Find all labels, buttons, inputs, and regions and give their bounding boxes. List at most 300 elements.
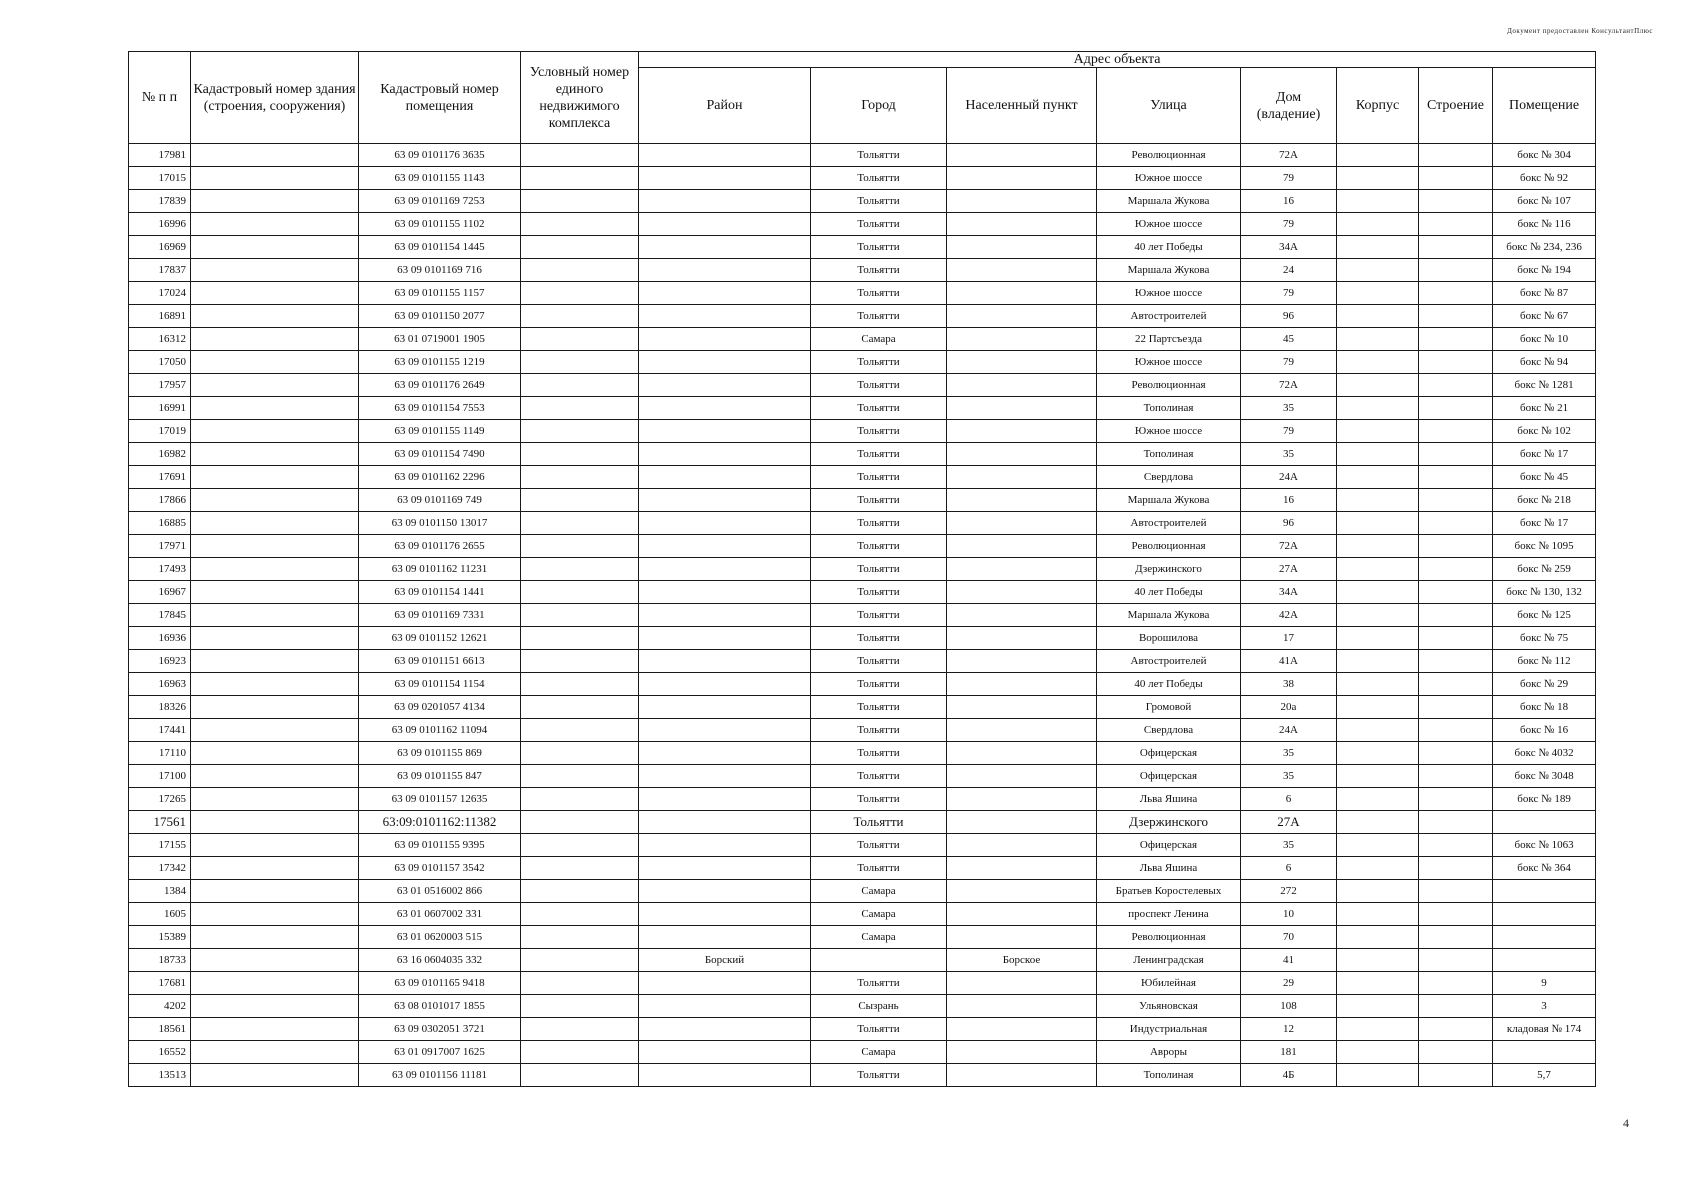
cell-house: 79	[1241, 213, 1337, 236]
cell-num: 17015	[129, 167, 191, 190]
cell-settlement	[947, 742, 1097, 765]
cell-stroenie	[1419, 236, 1493, 259]
cell-district	[639, 995, 811, 1018]
cell-building-cadastral	[191, 719, 359, 742]
cell-complex-number	[521, 397, 639, 420]
cell-num: 16923	[129, 650, 191, 673]
table-row	[129, 880, 1596, 903]
cell-building-cadastral	[191, 1018, 359, 1041]
cell-house: 72А	[1241, 374, 1337, 397]
cell-room-cadastral: 63 09 0101156 11181	[359, 1064, 521, 1087]
cell-num: 16991	[129, 397, 191, 420]
table-row	[129, 834, 1596, 857]
cell-complex-number	[521, 236, 639, 259]
table-row	[129, 995, 1596, 1018]
cell-settlement	[947, 144, 1097, 167]
cell-complex-number	[521, 788, 639, 811]
cell-street: Южное шоссе	[1097, 351, 1241, 374]
cell-settlement	[947, 328, 1097, 351]
cell-city: Тольятти	[811, 374, 947, 397]
cell-house: 12	[1241, 1018, 1337, 1041]
cell-house: 6	[1241, 857, 1337, 880]
cell-house: 17	[1241, 627, 1337, 650]
cell-korpus	[1337, 788, 1419, 811]
cell-stroenie	[1419, 328, 1493, 351]
cell-building-cadastral	[191, 880, 359, 903]
cell-street: Автостроителей	[1097, 650, 1241, 673]
cell-room-cadastral: 63 09 0101155 1143	[359, 167, 521, 190]
cell-room-cadastral: 63 08 0101017 1855	[359, 995, 521, 1018]
cell-district	[639, 788, 811, 811]
cell-num: 17019	[129, 420, 191, 443]
cell-building-cadastral	[191, 259, 359, 282]
cell-korpus	[1337, 144, 1419, 167]
table-row	[129, 972, 1596, 995]
table-row	[129, 811, 1596, 834]
cell-house: 35	[1241, 443, 1337, 466]
cell-room-cadastral: 63 09 0101155 1219	[359, 351, 521, 374]
cell-complex-number	[521, 673, 639, 696]
cell-korpus	[1337, 926, 1419, 949]
cell-city: Тольятти	[811, 190, 947, 213]
cell-complex-number	[521, 374, 639, 397]
cell-room-cadastral: 63 16 0604035 332	[359, 949, 521, 972]
cell-num: 17155	[129, 834, 191, 857]
cell-korpus	[1337, 719, 1419, 742]
cell-room: бокс № 304	[1493, 144, 1596, 167]
cell-settlement	[947, 696, 1097, 719]
cell-complex-number	[521, 305, 639, 328]
cell-room-cadastral: 63 09 0101157 12635	[359, 788, 521, 811]
cell-num: 4202	[129, 995, 191, 1018]
cell-korpus	[1337, 1064, 1419, 1087]
cell-korpus	[1337, 167, 1419, 190]
cell-street: Революционная	[1097, 144, 1241, 167]
cell-room-cadastral: 63 09 0101155 1102	[359, 213, 521, 236]
cell-stroenie	[1419, 581, 1493, 604]
cell-building-cadastral	[191, 305, 359, 328]
cell-korpus	[1337, 374, 1419, 397]
table-row	[129, 489, 1596, 512]
cell-room-cadastral: 63 09 0101176 2649	[359, 374, 521, 397]
cell-room-cadastral: 63 09 0101176 2655	[359, 535, 521, 558]
cell-room-cadastral: 63 09 0101169 7331	[359, 604, 521, 627]
header-room: Помещение	[1493, 68, 1596, 144]
cell-room-cadastral: 63 09 0101154 1154	[359, 673, 521, 696]
cell-korpus	[1337, 512, 1419, 535]
cell-room	[1493, 880, 1596, 903]
cell-district	[639, 305, 811, 328]
cell-settlement	[947, 673, 1097, 696]
cell-num: 1605	[129, 903, 191, 926]
cell-building-cadastral	[191, 788, 359, 811]
cell-building-cadastral	[191, 351, 359, 374]
cell-complex-number	[521, 742, 639, 765]
cell-street: Южное шоссе	[1097, 282, 1241, 305]
header-street: Улица	[1097, 68, 1241, 144]
cell-stroenie	[1419, 558, 1493, 581]
cell-num: 17441	[129, 719, 191, 742]
cell-num: 16982	[129, 443, 191, 466]
cell-city: Тольятти	[811, 167, 947, 190]
cell-num: 17561	[129, 811, 191, 834]
cell-room: бокс № 259	[1493, 558, 1596, 581]
cell-house: 16	[1241, 190, 1337, 213]
cell-settlement	[947, 236, 1097, 259]
cell-street: Офицерская	[1097, 765, 1241, 788]
cell-street: Льва Яшина	[1097, 857, 1241, 880]
cell-house: 29	[1241, 972, 1337, 995]
cell-house: 20а	[1241, 696, 1337, 719]
cell-street: Тополиная	[1097, 1064, 1241, 1087]
cell-room-cadastral: 63 01 0620003 515	[359, 926, 521, 949]
cell-stroenie	[1419, 788, 1493, 811]
cell-house: 27А	[1241, 558, 1337, 581]
cell-room-cadastral: 63 09 0101162 2296	[359, 466, 521, 489]
cell-district	[639, 167, 811, 190]
cell-house: 72А	[1241, 144, 1337, 167]
cell-settlement	[947, 903, 1097, 926]
table-row	[129, 1018, 1596, 1041]
header-note: Документ предоставлен КонсультантПлюс	[1507, 27, 1653, 35]
cell-building-cadastral	[191, 696, 359, 719]
cell-num: 16996	[129, 213, 191, 236]
cell-room: бокс № 189	[1493, 788, 1596, 811]
cell-num: 16312	[129, 328, 191, 351]
cell-building-cadastral	[191, 213, 359, 236]
cell-building-cadastral	[191, 949, 359, 972]
cell-korpus	[1337, 282, 1419, 305]
cell-street: Ульяновская	[1097, 995, 1241, 1018]
table-row	[129, 305, 1596, 328]
cell-city: Тольятти	[811, 512, 947, 535]
cell-district	[639, 466, 811, 489]
cell-city: Тольятти	[811, 397, 947, 420]
table-row	[129, 420, 1596, 443]
table-row	[129, 236, 1596, 259]
cell-house: 10	[1241, 903, 1337, 926]
cell-settlement	[947, 351, 1097, 374]
cell-street: Автостроителей	[1097, 512, 1241, 535]
cell-num: 17837	[129, 259, 191, 282]
cell-district	[639, 742, 811, 765]
cell-stroenie	[1419, 351, 1493, 374]
cell-district	[639, 374, 811, 397]
cell-settlement	[947, 1018, 1097, 1041]
cell-street: Маршала Жукова	[1097, 604, 1241, 627]
cell-korpus	[1337, 305, 1419, 328]
cell-num: 16891	[129, 305, 191, 328]
cell-street: Южное шоссе	[1097, 167, 1241, 190]
cell-stroenie	[1419, 190, 1493, 213]
cell-room: 5,7	[1493, 1064, 1596, 1087]
cell-building-cadastral	[191, 420, 359, 443]
cell-complex-number	[521, 604, 639, 627]
cell-building-cadastral	[191, 374, 359, 397]
cell-complex-number	[521, 1064, 639, 1087]
cell-building-cadastral	[191, 443, 359, 466]
cell-street: Революционная	[1097, 374, 1241, 397]
cell-korpus	[1337, 558, 1419, 581]
cell-building-cadastral	[191, 581, 359, 604]
cell-street: Тополиная	[1097, 397, 1241, 420]
cell-room: бокс № 16	[1493, 719, 1596, 742]
cell-city: Тольятти	[811, 719, 947, 742]
cell-stroenie	[1419, 213, 1493, 236]
cell-complex-number	[521, 466, 639, 489]
cell-korpus	[1337, 535, 1419, 558]
cell-district	[639, 926, 811, 949]
cell-room: бокс № 67	[1493, 305, 1596, 328]
cell-settlement	[947, 259, 1097, 282]
cell-room	[1493, 1041, 1596, 1064]
cell-street: Свердлова	[1097, 466, 1241, 489]
cell-room	[1493, 903, 1596, 926]
cell-room-cadastral: 63 09 0101150 2077	[359, 305, 521, 328]
cell-city: Тольятти	[811, 236, 947, 259]
cell-district	[639, 397, 811, 420]
cell-settlement	[947, 512, 1097, 535]
cell-stroenie	[1419, 765, 1493, 788]
cell-settlement	[947, 788, 1097, 811]
cell-complex-number	[521, 903, 639, 926]
cell-stroenie	[1419, 144, 1493, 167]
cell-room: бокс № 45	[1493, 466, 1596, 489]
cell-complex-number	[521, 627, 639, 650]
cell-korpus	[1337, 213, 1419, 236]
cell-room: бокс № 130, 132	[1493, 581, 1596, 604]
cell-korpus	[1337, 420, 1419, 443]
cell-complex-number	[521, 765, 639, 788]
cell-house: 96	[1241, 305, 1337, 328]
cell-korpus	[1337, 696, 1419, 719]
cell-complex-number	[521, 420, 639, 443]
cell-complex-number	[521, 949, 639, 972]
cell-room: бокс № 364	[1493, 857, 1596, 880]
cell-street: Революционная	[1097, 535, 1241, 558]
cell-settlement	[947, 627, 1097, 650]
cell-stroenie	[1419, 719, 1493, 742]
cell-settlement	[947, 765, 1097, 788]
cell-stroenie	[1419, 1018, 1493, 1041]
table-row	[129, 1064, 1596, 1087]
table-row	[129, 1041, 1596, 1064]
cell-room: бокс № 218	[1493, 489, 1596, 512]
cell-num: 13513	[129, 1064, 191, 1087]
cell-building-cadastral	[191, 995, 359, 1018]
cell-complex-number	[521, 1018, 639, 1041]
table-header	[129, 52, 1596, 144]
cell-settlement	[947, 972, 1097, 995]
cell-settlement	[947, 282, 1097, 305]
cell-korpus	[1337, 880, 1419, 903]
cell-settlement	[947, 719, 1097, 742]
cell-complex-number	[521, 144, 639, 167]
cell-room-cadastral: 63 01 0516002 866	[359, 880, 521, 903]
cell-city: Самара	[811, 328, 947, 351]
cell-building-cadastral	[191, 512, 359, 535]
cell-city: Тольятти	[811, 834, 947, 857]
cell-district	[639, 351, 811, 374]
cell-room-cadastral: 63 09 0101152 12621	[359, 627, 521, 650]
cell-district	[639, 673, 811, 696]
header-korpus: Корпус	[1337, 68, 1419, 144]
cell-building-cadastral	[191, 742, 359, 765]
cell-room: 3	[1493, 995, 1596, 1018]
cell-street: 40 лет Победы	[1097, 581, 1241, 604]
cell-district	[639, 1064, 811, 1087]
cell-room-cadastral: 63:09:0101162:11382	[359, 811, 521, 834]
cell-house: 38	[1241, 673, 1337, 696]
cell-district	[639, 834, 811, 857]
cell-complex-number	[521, 351, 639, 374]
cell-settlement	[947, 374, 1097, 397]
cell-stroenie	[1419, 995, 1493, 1018]
cell-city: Самара	[811, 926, 947, 949]
cell-num: 18561	[129, 1018, 191, 1041]
cell-korpus	[1337, 627, 1419, 650]
cell-room-cadastral: 63 01 0719001 1905	[359, 328, 521, 351]
cell-street: Авроры	[1097, 1041, 1241, 1064]
cell-house: 35	[1241, 834, 1337, 857]
cell-building-cadastral	[191, 489, 359, 512]
table-row	[129, 581, 1596, 604]
header-district: Район	[639, 68, 811, 144]
cell-building-cadastral	[191, 627, 359, 650]
cell-room: бокс № 94	[1493, 351, 1596, 374]
cell-street: проспект Ленина	[1097, 903, 1241, 926]
cell-house: 72А	[1241, 535, 1337, 558]
cell-korpus	[1337, 650, 1419, 673]
cell-city: Тольятти	[811, 535, 947, 558]
cell-num: 17839	[129, 190, 191, 213]
cell-house: 4Б	[1241, 1064, 1337, 1087]
cell-num: 1384	[129, 880, 191, 903]
cell-room-cadastral: 63 09 0101157 3542	[359, 857, 521, 880]
cell-num: 17845	[129, 604, 191, 627]
cell-city: Тольятти	[811, 558, 947, 581]
cell-building-cadastral	[191, 857, 359, 880]
cell-num: 17691	[129, 466, 191, 489]
cell-room-cadastral: 63 09 0101154 1441	[359, 581, 521, 604]
cell-stroenie	[1419, 397, 1493, 420]
cell-complex-number	[521, 972, 639, 995]
cell-korpus	[1337, 489, 1419, 512]
header-num: № п п	[129, 52, 191, 144]
cell-room: бокс № 75	[1493, 627, 1596, 650]
cell-room-cadastral: 63 09 0101154 7490	[359, 443, 521, 466]
cell-room-cadastral: 63 09 0101155 869	[359, 742, 521, 765]
cell-building-cadastral	[191, 765, 359, 788]
table-row	[129, 696, 1596, 719]
cell-city: Самара	[811, 903, 947, 926]
cell-complex-number	[521, 259, 639, 282]
cell-complex-number	[521, 282, 639, 305]
cell-district	[639, 328, 811, 351]
cell-street: Автостроителей	[1097, 305, 1241, 328]
table-row	[129, 742, 1596, 765]
cell-house: 272	[1241, 880, 1337, 903]
cell-district	[639, 811, 811, 834]
cell-city: Самара	[811, 1041, 947, 1064]
cell-district	[639, 604, 811, 627]
cell-room: бокс № 17	[1493, 443, 1596, 466]
cell-settlement	[947, 443, 1097, 466]
cell-korpus	[1337, 466, 1419, 489]
cell-building-cadastral	[191, 466, 359, 489]
cell-building-cadastral	[191, 167, 359, 190]
cell-stroenie	[1419, 489, 1493, 512]
header-complex-number: Условный номер единого недвижимого комплекса	[521, 52, 639, 144]
cell-room: бокс № 116	[1493, 213, 1596, 236]
cell-city: Тольятти	[811, 673, 947, 696]
table-row	[129, 443, 1596, 466]
cell-district	[639, 535, 811, 558]
cell-building-cadastral	[191, 190, 359, 213]
table-row	[129, 328, 1596, 351]
cell-korpus	[1337, 811, 1419, 834]
cell-district: Борский	[639, 949, 811, 972]
cell-num: 16963	[129, 673, 191, 696]
cell-room-cadastral: 63 09 0101169 716	[359, 259, 521, 282]
cell-complex-number	[521, 857, 639, 880]
cell-room-cadastral: 63 09 0302051 3721	[359, 1018, 521, 1041]
cell-num: 17866	[129, 489, 191, 512]
table-row	[129, 374, 1596, 397]
cell-district	[639, 489, 811, 512]
table-row	[129, 535, 1596, 558]
cell-district	[639, 558, 811, 581]
cell-room	[1493, 926, 1596, 949]
table-row	[129, 673, 1596, 696]
cell-street: Братьев Коростелевых	[1097, 880, 1241, 903]
cell-korpus	[1337, 972, 1419, 995]
cell-korpus	[1337, 236, 1419, 259]
cell-stroenie	[1419, 535, 1493, 558]
cell-stroenie	[1419, 259, 1493, 282]
cell-settlement	[947, 857, 1097, 880]
cell-room-cadastral: 63 09 0101151 6613	[359, 650, 521, 673]
cell-num: 16967	[129, 581, 191, 604]
cell-district	[639, 880, 811, 903]
cell-district	[639, 190, 811, 213]
cell-korpus	[1337, 604, 1419, 627]
cell-korpus	[1337, 351, 1419, 374]
cell-room: бокс № 87	[1493, 282, 1596, 305]
table-row	[129, 144, 1596, 167]
cell-stroenie	[1419, 466, 1493, 489]
cell-district	[639, 765, 811, 788]
table-row	[129, 259, 1596, 282]
cell-city: Тольятти	[811, 742, 947, 765]
cell-room: бокс № 1281	[1493, 374, 1596, 397]
table-row	[129, 558, 1596, 581]
table-row	[129, 351, 1596, 374]
cell-complex-number	[521, 1041, 639, 1064]
table-row	[129, 190, 1596, 213]
cell-room: бокс № 21	[1493, 397, 1596, 420]
cell-city	[811, 949, 947, 972]
cell-stroenie	[1419, 903, 1493, 926]
cell-korpus	[1337, 765, 1419, 788]
cell-complex-number	[521, 581, 639, 604]
cell-building-cadastral	[191, 650, 359, 673]
cell-settlement	[947, 650, 1097, 673]
cell-street: Ленинградская	[1097, 949, 1241, 972]
cell-street: 22 Партсъезда	[1097, 328, 1241, 351]
table-row	[129, 788, 1596, 811]
cell-district	[639, 903, 811, 926]
